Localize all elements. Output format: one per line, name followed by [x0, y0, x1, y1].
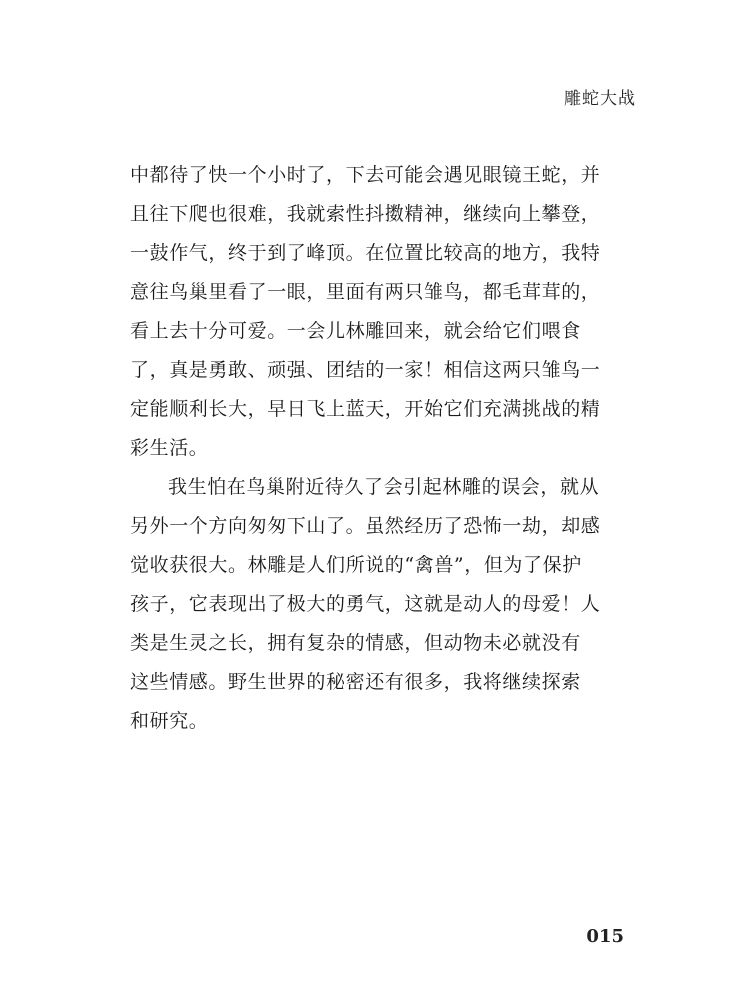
- text-line: 孩子，它表现出了极大的勇气，这就是动人的母爱！人: [130, 593, 601, 615]
- text-line: 和研究。: [130, 710, 209, 732]
- text-line: 彩生活。: [130, 437, 209, 459]
- page-number: 015: [586, 926, 624, 947]
- text-line: 觉收获很大。林雕是人们所说的“禽兽”，但为了保护: [130, 554, 582, 576]
- text-line: 看上去十分可爱。一会儿林雕回来，就会给它们喂食: [130, 320, 581, 342]
- running-header: 雕蛇大战: [564, 89, 636, 109]
- text-line: 一鼓作气，终于到了峰顶。在位置比较高的地方，我特: [130, 242, 601, 264]
- text-line: 另外一个方向匆匆下山了。虽然经历了恐怖一劫，却感: [130, 515, 601, 537]
- text-line: 了，真是勇敢、顽强、团结的一家！相信这两只雏鸟一: [130, 359, 601, 381]
- text-line: 且往下爬也很难，我就索性抖擞精神，继续向上攀登，: [130, 203, 601, 225]
- paragraph-start-line: 我生怕在鸟巢附近待久了会引起林雕的误会，就从: [168, 476, 600, 498]
- text-line: 意往鸟巢里看了一眼，里面有两只雏鸟，都毛茸茸的，: [130, 281, 601, 303]
- text-line: 定能顺利长大，早日飞上蓝天，开始它们充满挑战的精: [130, 398, 601, 420]
- text-line: 类是生灵之长，拥有复杂的情感，但动物未必就没有: [130, 632, 581, 654]
- text-line: 这些情感。野生世界的秘密还有很多，我将继续探索: [130, 671, 581, 693]
- text-line: 中都待了快一个小时了，下去可能会遇见眼镜王蛇，并: [130, 164, 601, 186]
